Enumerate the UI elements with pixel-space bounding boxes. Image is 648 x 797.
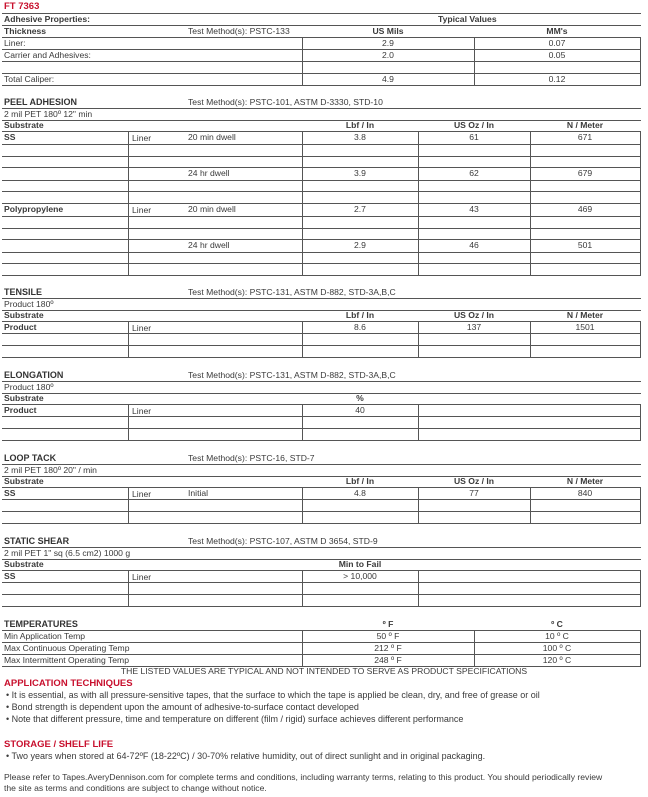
thickness-row-label: Total Caliper:: [4, 74, 55, 84]
thickness-row-value: 4.9: [382, 74, 394, 84]
temps-row-c: 10 º C: [545, 631, 569, 641]
peel-conditions: 2 mil PET 180º 12" min: [4, 109, 93, 119]
peel-value: 61: [469, 132, 479, 142]
tensile-liner: Liner: [132, 323, 152, 333]
tensile-value: 137: [466, 322, 482, 332]
thickness-method: Test Method(s): PSTC-133: [188, 26, 290, 36]
elongation-value: 40: [355, 405, 365, 415]
peel-value: 3.8: [354, 132, 366, 142]
elongation-title: ELONGATION: [4, 370, 64, 380]
application-bullet: • Note that different pressure, time and temperature on different (film / rigid) surface achieves different performance: [6, 714, 464, 724]
peel-liner: Liner: [132, 133, 152, 143]
loop-title: LOOP TACK: [4, 453, 57, 463]
loop-value: 4.8: [354, 488, 366, 498]
adhesive-heading: Adhesive Properties:: [4, 14, 90, 24]
loop-dwell: Initial: [188, 488, 209, 498]
elongation-substrate: Product: [4, 405, 37, 415]
footer-line: Please refer to Tapes.AveryDennison.com for complete terms and conditions, including warranty terms, relating to this product. You should periodically review: [4, 772, 603, 782]
loop-col-nm: N / Meter: [566, 476, 604, 486]
peel-col-nm: N / Meter: [566, 120, 604, 130]
thickness-row-label: Carrier and Adhesives:: [4, 50, 91, 60]
temps-row-c: 120 º C: [542, 655, 572, 665]
loop-value: 77: [469, 488, 479, 498]
loop-method: Test Method(s): PSTC-16, STD-7: [188, 453, 315, 463]
application-bullet: • Bond strength is dependent upon the amount of adhesive-to-surface contact developed: [6, 702, 359, 712]
peel-value: 2.7: [354, 204, 366, 214]
peel-dwell: 20 min dwell: [188, 204, 236, 214]
temps-row-f: 212 º F: [374, 643, 402, 653]
elongation-conditions: Product 180º: [4, 382, 54, 392]
elongation-liner: Liner: [132, 406, 152, 416]
temps-row-label: Min Application Temp: [4, 631, 86, 641]
peel-value: 43: [469, 204, 479, 214]
peel-substrate: Polypropylene: [4, 204, 64, 214]
loop-conditions: 2 mil PET 180º 20" / min: [4, 465, 97, 475]
temps-col-c: º C: [551, 619, 563, 629]
shear-value: > 10,000: [343, 571, 377, 581]
tensile-method: Test Method(s): PSTC-131, ASTM D-882, STD-3A,B,C: [188, 287, 396, 297]
tensile-value: 8.6: [354, 322, 366, 332]
loop-col-lbf: Lbf / In: [345, 476, 375, 486]
peel-dwell: 20 min dwell: [188, 132, 236, 142]
thickness-row-value: 2.9: [382, 38, 394, 48]
shear-conditions: 2 mil PET 1" sq (6.5 cm2) 1000 g: [4, 548, 131, 558]
peel-col-oz: US Oz / In: [453, 120, 495, 130]
peel-dwell: 24 hr dwell: [188, 240, 230, 250]
peel-col-lbf: Lbf / In: [345, 120, 375, 130]
peel-value: 62: [469, 168, 479, 178]
storage-title: STORAGE / SHELF LIFE: [4, 739, 114, 750]
peel-value: 469: [577, 204, 593, 214]
temps-row-label: Max Intermittent Operating Temp: [4, 655, 129, 665]
loop-value: 840: [577, 488, 593, 498]
shear-title: STATIC SHEAR: [4, 536, 70, 546]
thickness-row-value: 0.05: [548, 50, 566, 60]
thickness-col-mm: MM's: [546, 26, 568, 36]
loop-substrate: SS: [4, 488, 16, 498]
thickness-col-usmils: US Mils: [372, 26, 404, 36]
tensile-substrate: Product: [4, 322, 37, 332]
shear-method: Test Method(s): PSTC-107, ASTM D 3654, STD-9: [188, 536, 378, 546]
storage-bullet: • Two years when stored at 64-72ºF (18-22ºC) / 30-70% relative humidity, out of direct sunlight and in original packaging.: [6, 751, 486, 761]
doc-title: FT 7363: [4, 1, 40, 12]
peel-value: 46: [469, 240, 479, 250]
peel-title: PEEL ADHESION: [4, 97, 78, 107]
shear-substrate: SS: [4, 571, 16, 581]
tensile-value: 1501: [575, 322, 595, 332]
temps-title: TEMPERATURES: [4, 619, 78, 629]
peel-value: 671: [577, 132, 593, 142]
peel-value: 679: [577, 168, 593, 178]
thickness-row-label: Liner:: [4, 38, 26, 48]
peel-value: 2.9: [354, 240, 366, 250]
peel-method: Test Method(s): PSTC-101, ASTM D-3330, STD-10: [188, 97, 383, 107]
tensile-substrate-header: Substrate: [4, 310, 44, 320]
temps-row-c: 100 º C: [542, 643, 572, 653]
thickness-row-value: 0.07: [548, 38, 566, 48]
footer-line: the site as terms and conditions are subject to change without notice.: [4, 783, 267, 793]
shear-col-min: Min to Fail: [338, 559, 382, 569]
thickness-row-value: 2.0: [382, 50, 394, 60]
loop-liner: Liner: [132, 489, 152, 499]
peel-liner: Liner: [132, 205, 152, 215]
tensile-title: TENSILE: [4, 287, 43, 297]
elongation-substrate-header: Substrate: [4, 393, 44, 403]
temps-col-f: º F: [382, 619, 394, 629]
shear-substrate-header: Substrate: [4, 559, 44, 569]
peel-value: 3.9: [354, 168, 366, 178]
loop-col-oz: US Oz / In: [453, 476, 495, 486]
tensile-col-oz: US Oz / In: [453, 310, 495, 320]
temps-row-f: 50 º F: [376, 631, 400, 641]
elongation-method: Test Method(s): PSTC-131, ASTM D-882, STD-3A,B,C: [188, 370, 396, 380]
tensile-conditions: Product 180º: [4, 299, 54, 309]
temps-row-label: Max Continuous Operating Temp: [4, 643, 130, 653]
typical-values-label: Typical Values: [438, 14, 497, 24]
thickness-row-value: 0.12: [548, 74, 566, 84]
peel-substrate-header: Substrate: [4, 120, 44, 130]
application-bullet: • It is essential, as with all pressure-sensitive tapes, that the surface to which the tape is applied be clean, dry, and free of grease or oil: [6, 690, 540, 700]
loop-substrate-header: Substrate: [4, 476, 44, 486]
application-title: APPLICATION TECHNIQUES: [4, 678, 133, 689]
shear-liner: Liner: [132, 572, 152, 582]
peel-substrate: SS: [4, 132, 16, 142]
tensile-col-lbf: Lbf / In: [345, 310, 375, 320]
peel-value: 501: [577, 240, 593, 250]
elongation-col-pct: %: [356, 393, 364, 403]
temps-row-f: 248 º F: [374, 655, 402, 665]
tensile-col-nm: N / Meter: [566, 310, 604, 320]
thickness-title: Thickness: [4, 26, 47, 36]
disclaimer: THE LISTED VALUES ARE TYPICAL AND NOT INTENDED TO SERVE AS PRODUCT SPECIFICATIONS: [120, 666, 528, 676]
peel-dwell: 24 hr dwell: [188, 168, 230, 178]
